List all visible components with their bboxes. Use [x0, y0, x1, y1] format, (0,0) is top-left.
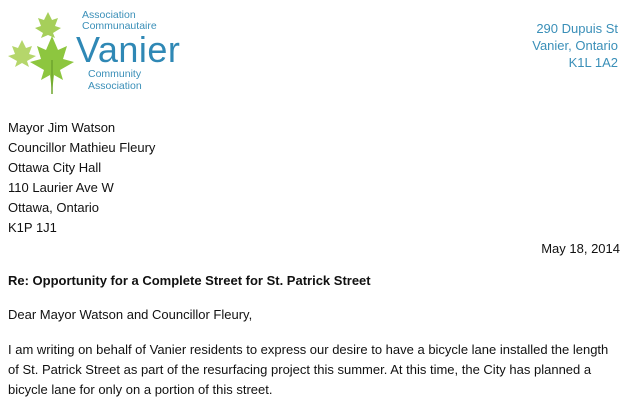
recipient-line: Ottawa City Hall	[8, 160, 102, 175]
recipient-line: Mayor Jim Watson	[8, 120, 116, 135]
recipient-line: 110 Laurier Ave W	[8, 180, 114, 195]
sender-street: 290 Dupuis St	[536, 21, 618, 36]
body-paragraph	[8, 340, 628, 400]
sender-city: Vanier, Ontario	[532, 38, 618, 53]
logo-name: Vanier	[76, 29, 181, 70]
salutation: Dear Mayor Watson and Councillor Fleury,	[8, 307, 253, 322]
body-line: of St. Patrick Street as part of the resurfacing project this summer. At this time, the City has planned a	[8, 362, 592, 377]
organization-logo	[8, 6, 186, 98]
letter-date: May 18, 2014	[541, 241, 620, 256]
recipient-address	[8, 118, 155, 238]
recipient-line: Ottawa, Ontario	[8, 200, 100, 215]
sender-postal: K1L 1A2	[568, 55, 618, 70]
recipient-line: K1P 1J1	[8, 220, 57, 235]
sender-address	[532, 20, 618, 71]
body-line: I am writing on behalf of Vanier residents to express our desire to have a bicycle lane installed the length	[8, 342, 609, 357]
subject-line: Re: Opportunity for a Complete Street for St. Patrick Street	[8, 273, 371, 288]
logo-line-communautaire: Communautaire	[82, 20, 157, 32]
logo-wordmark	[76, 9, 181, 92]
logo-line-association-en: Association	[88, 80, 142, 92]
recipient-line: Councillor Mathieu Fleury	[8, 140, 156, 155]
body-line: bicycle lane for only on a portion of this street.	[8, 382, 273, 397]
logo-line-community: Community	[88, 68, 142, 80]
logo-line-association-fr: Association	[82, 9, 136, 21]
